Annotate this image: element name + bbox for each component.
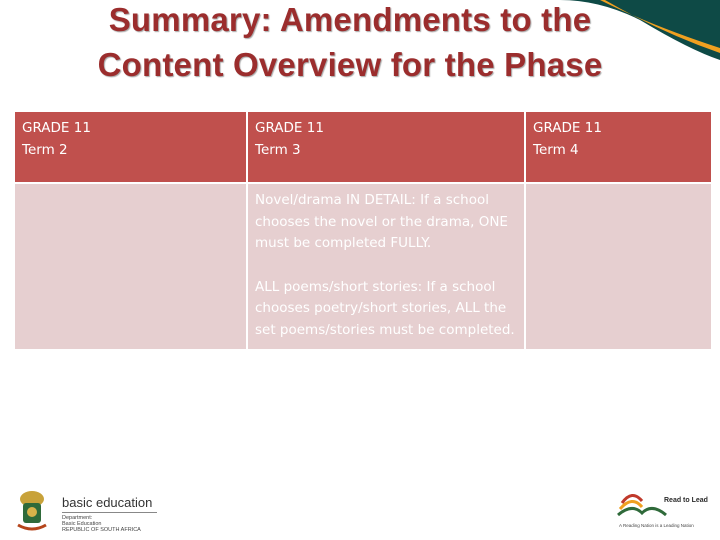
header-grade: GRADE 11 (22, 120, 91, 136)
header-grade: GRADE 11 (533, 120, 602, 136)
table-header-row (14, 111, 712, 183)
slide-title (0, 0, 700, 87)
body-cell-term3 (247, 183, 525, 350)
slide-title-line1: Summary: Amendments to the (108, 1, 592, 38)
header-cell-term2 (14, 111, 247, 183)
header-grade: GRADE 11 (255, 120, 324, 136)
term3-paragraph-novel: Novel/drama IN DETAIL: If a school chooses the novel or the drama, ONE must be completed FULLY. (255, 192, 508, 251)
logo-sub-basic-education: Basic Education (62, 521, 102, 527)
read-to-lead-tagline: A Reading Nation is a Leading Nation (619, 523, 694, 528)
table-body-row (14, 183, 712, 350)
slide-title-line2: Content Overview for the Phase (97, 46, 603, 83)
term3-paragraph-poems: ALL poems/short stories: If a school chooses poetry/short stories, ALL the set poems/stories must be completed. (255, 278, 515, 338)
summary-table (13, 110, 713, 351)
header-cell-term3 (247, 111, 525, 183)
logo-divider (62, 512, 157, 513)
basic-education-logo (10, 485, 210, 535)
header-term: Term 4 (533, 141, 579, 158)
coat-of-arms-icon (10, 485, 54, 535)
logo-title: basic education (62, 495, 153, 510)
logo-sub-republic: REPUBLIC OF SOUTH AFRICA (62, 527, 141, 533)
header-term: Term 3 (255, 141, 301, 158)
open-book-icon (612, 485, 672, 525)
read-to-lead-logo (612, 485, 712, 537)
body-cell-term4 (525, 183, 712, 350)
body-cell-term2 (14, 183, 247, 350)
read-to-lead-label: Read to Lead (664, 497, 708, 504)
header-cell-term4 (525, 111, 712, 183)
logo-sub-department: Department: (62, 515, 93, 521)
header-term: Term 2 (22, 141, 68, 158)
